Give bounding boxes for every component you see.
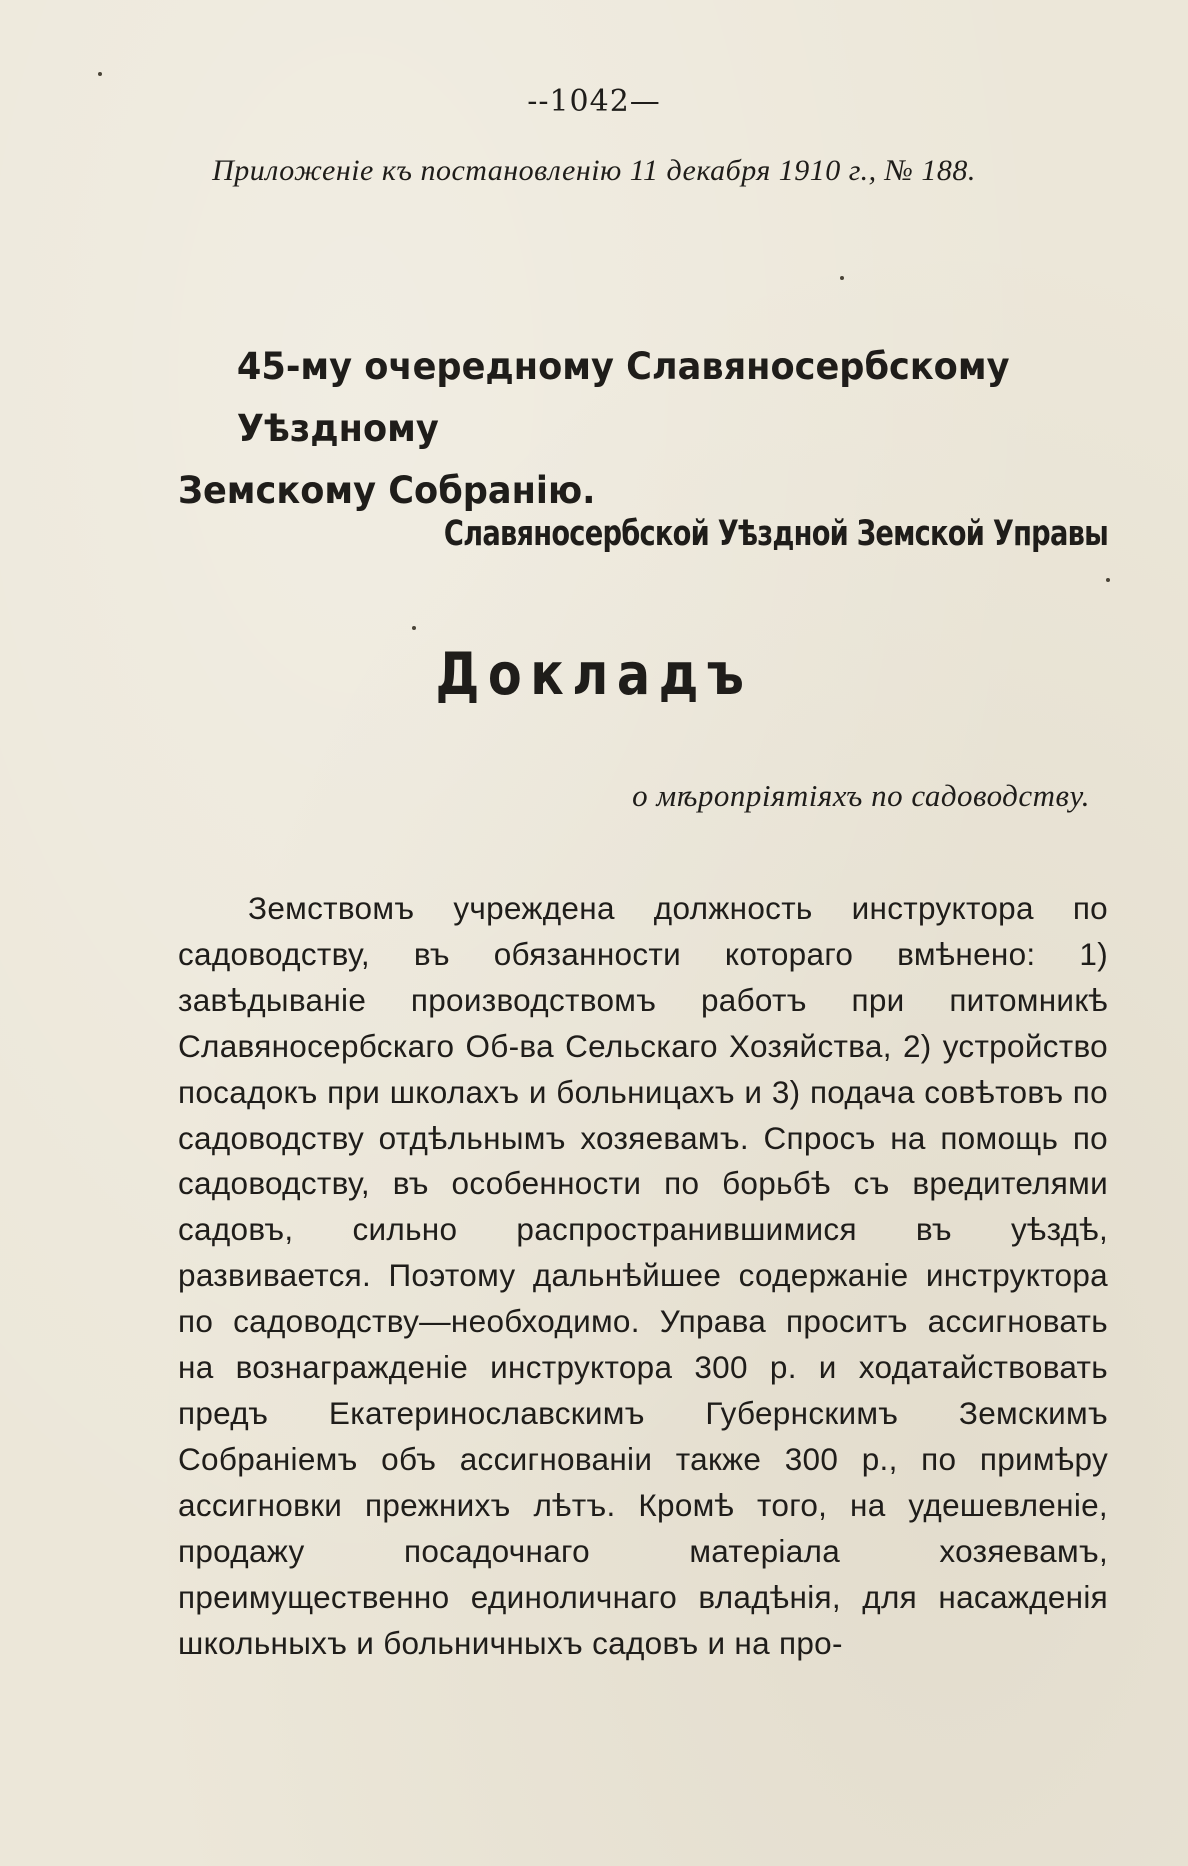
ink-speck: [412, 626, 416, 630]
appendix-reference: Приложеніе къ постановленію 11 декабря 1910 г., № 188.: [212, 154, 976, 187]
report-subtitle: о мѣропріятіяхъ по садоводству.: [632, 778, 1090, 813]
body-paragraph: Земствомъ учреждена должность инструктора по садоводству, въ обязанности котораго вмѣнено: 1) завѣдываніе производствомъ работъ при питомникѣ Славяносербскаго Об-ва Сельскаго Хозяйства, 2) устройство посадокъ при школахъ и больницахъ и 3) подача совѣтовъ по садоводству отдѣльнымъ хозяевамъ. Спросъ на помощь по садоводству, въ особенности по борьбѣ съ вредителями садовъ, сильно распространившимися въ уѣздѣ, развивается. Поэтому дальнѣйшее содержаніе инструктора по садоводству—необходимо. Управа проситъ ассигновать на вознагражденіе инструктора 300 р. и ходатайствовать предъ Екатеринославскимъ Губернскимъ Земскимъ Собраніемъ объ ассигнованіи также 300 р., по примѣру ассигновки прежнихъ лѣтъ. Кромѣ того, на удешевленіе, продажу посадочнаго матеріала хозяевамъ, преимущественно единоличнаго владѣнія, для насажденія школьныхъ и больничныхъ садовъ и на про-: [178, 890, 1108, 1661]
addressee-line-2: Земскому Собранію.: [178, 469, 596, 512]
page-number: --1042—: [527, 84, 661, 119]
board-heading: Славяносербской Уѣздной Земской Управы: [443, 514, 1108, 554]
ink-speck: [1106, 578, 1110, 582]
addressee-line-1: 45-му очередному Славяносербскому Уѣздному: [236, 345, 1010, 450]
report-title: Докладъ: [435, 640, 753, 708]
ink-speck: [840, 276, 844, 280]
ink-speck: [98, 72, 102, 76]
addressee-heading: [178, 336, 1062, 522]
